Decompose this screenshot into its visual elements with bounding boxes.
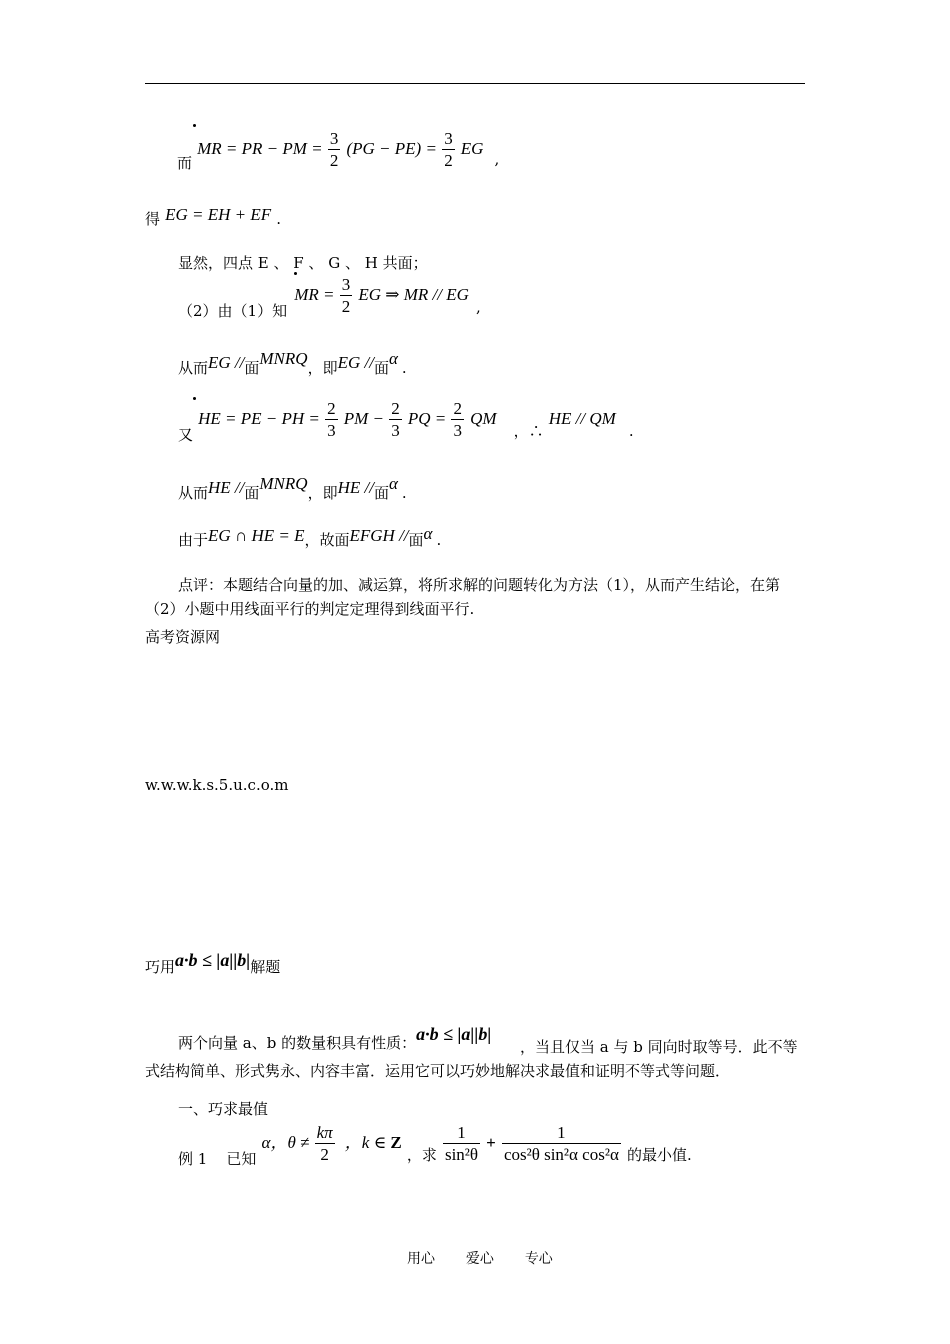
equation-he: 又 HE = PE − PH = $\frac{2}{3}$ PM − $\frac{2}{3}$ PQ = $\frac{2}{3}$ QM ，∴ HE // QM . (178, 399, 634, 444)
vector-mark (294, 272, 297, 275)
footer-item: 爱心 (465, 1251, 494, 1267)
footer-item: 专心 (524, 1251, 553, 1267)
footer-item: 用心 (407, 1251, 435, 1267)
eg-parallel-plane: 从而EG //面MNRQ，即EG //面α . (178, 349, 407, 377)
vector-mark (193, 124, 196, 127)
plane-parallel-conclusion: 由于EG ∩ HE = E，故面EFGH //面α . (178, 524, 442, 549)
he-parallel-plane: 从而HE //面MNRQ，即HE //面α . (178, 474, 407, 502)
section-heading-min: 一、巧求最值 (178, 1100, 269, 1118)
equation-eg: 得 EG = EH + EF . (145, 205, 282, 228)
equation-mr: 而 MR = PR − PM = $\frac{3}{2}$ (PG − PE) = $\frac{3}{2}$ EG , (177, 129, 500, 172)
coplanar-statement: 显然，四点 E 、 F 、 G 、 H 共面； (178, 254, 428, 272)
part2-statement: （2）由（1）知 MR = $\frac{3}{2}$ EG ⇒ MR // EG , (178, 275, 481, 320)
intro-line: 两个向量 a、b 的数量积具有性质：a·b ≤ |a||b| (178, 1024, 492, 1052)
example-1: 例 1 已知 α，θ ≠ $\frac{k\pi}{2}$ ，k ∈ Z ，求 $\frac{1}{\text{sin²θ}}$ + $\frac{1}{\text{cos²θ sin²α cos²α}}$ 的最小值. (178, 1123, 692, 1168)
website-label: w.w.w.k.s.5.u.c.o.m (145, 776, 289, 794)
comment-paragraph: 点评：本题结合向量的加、减运算，将所求解的问题转化为方法（1），从而产生结论，在第（2）小题中用线面平行的判定定理得到线面平行. (145, 576, 781, 618)
header-rule (145, 83, 805, 84)
source-label: 高考资源网 (145, 628, 221, 646)
section-title: 巧用a·b ≤ |a||b|解题 (145, 950, 281, 976)
footer (407, 1248, 553, 1268)
intro-paragraph: ，当且仅当 a 与 b 同向时取等号．此不等式结构简单、形式隽永、内容丰富．运用它可以巧妙地解决求最值和证明不等式等问题． (145, 1038, 798, 1080)
